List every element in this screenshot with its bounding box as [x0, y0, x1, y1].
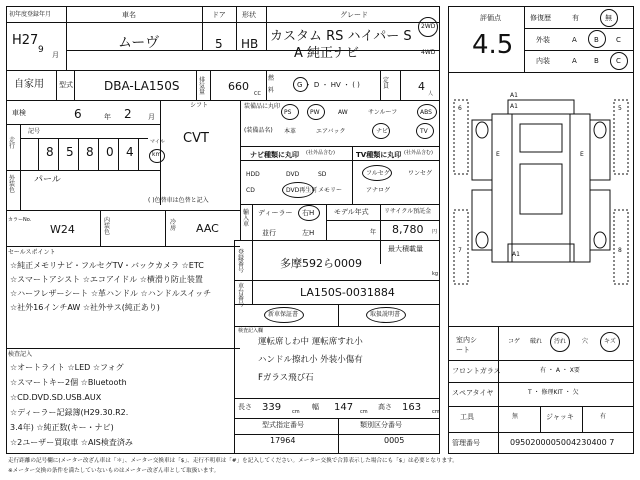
diagram-label-e-right: E: [580, 151, 584, 158]
color-no-label: カラーNo.: [8, 217, 32, 223]
interior-sheet-label: 室内シート: [456, 336, 477, 354]
mileage-digit: 8: [46, 145, 54, 159]
navi-title-note: (社外品含む): [306, 150, 335, 156]
spare-tire-label: スペアタイヤ: [452, 389, 494, 397]
color-no: W24: [50, 223, 75, 236]
recycle-label: リサイクル預託金: [384, 208, 432, 215]
equip-label: 装備品に丸印: [244, 103, 281, 110]
sheet-option: 汚れ: [554, 338, 567, 345]
tv-title: TV種類に丸印: [356, 151, 402, 159]
sales-line: ☆社外16インチAW ☆社外サス(純正あり): [10, 303, 160, 312]
model-year-label: モデル年式: [334, 208, 369, 216]
capacity: 4: [418, 80, 425, 93]
mileage-divider: [58, 138, 59, 170]
extra-line: ☆2ユーザー買取車 ☆AIS検査済み: [10, 438, 133, 447]
extra-title: 検査記入: [8, 351, 33, 358]
import-parallel: 並行: [262, 229, 276, 237]
mgmt-number: 0950200005004230400 7: [510, 438, 615, 447]
diagram-label-a1-bottom: A1: [512, 251, 520, 258]
equip-item: TV: [420, 128, 428, 135]
interior-grade: B: [594, 57, 599, 65]
type-designation-label: 型式指定番号: [262, 421, 304, 429]
equip-item: 本革: [284, 128, 297, 135]
import-right: 右H: [302, 209, 315, 217]
inspection-month: 2: [124, 107, 132, 121]
navi-option: CD: [246, 187, 255, 194]
sales-title: セールスポイント: [8, 249, 56, 256]
grade-label: グレード: [340, 11, 368, 19]
navi-title: ナビ種類に丸印: [250, 151, 299, 159]
navi-option: メモリー: [318, 187, 343, 194]
exterior-grade: B: [594, 36, 599, 44]
side-number-5: 5: [618, 105, 622, 112]
drive-4wd: 4WD: [421, 49, 436, 56]
fuel-label-2: 料: [268, 87, 275, 94]
front-glass-label: フロントガラス: [452, 367, 501, 375]
inspection-month-unit: 月: [148, 113, 155, 121]
import-label: 輸入車: [243, 209, 250, 228]
mileage-divider: [38, 138, 39, 170]
door-label: ドア: [212, 11, 226, 19]
tools-label: 工具: [460, 413, 474, 421]
mgmt-label: 管理番号: [452, 439, 480, 447]
equip-sub: (装備品名): [244, 127, 273, 134]
mileage-mark-label: 記号: [28, 128, 41, 135]
displacement-label: 排気量: [199, 77, 206, 96]
equip-item: AW: [338, 109, 348, 116]
jack-label: ジャッキ: [546, 413, 574, 421]
equip-item: ABS: [420, 109, 432, 116]
shape-label: 形状: [242, 11, 256, 19]
sheet-option: 破れ: [530, 338, 543, 345]
mileage-divider: [78, 138, 79, 170]
length-label: 長さ: [238, 403, 252, 411]
capacity-unit: 人: [428, 91, 434, 97]
first-reg-label: 初年度登録年月: [9, 11, 52, 18]
mileage-km: km: [152, 151, 162, 158]
category: 0005: [384, 436, 405, 445]
shift-value: CVT: [183, 131, 209, 146]
side-number-6: 6: [458, 105, 462, 112]
score-label: 評価点: [480, 14, 501, 22]
chassis-number: LA150S-0031884: [300, 286, 395, 299]
registration-number: 多摩592ら0009: [280, 257, 362, 270]
mileage-divider: [98, 138, 99, 170]
extra-line: ☆CD.DVD.SD.USB.AUX: [10, 393, 102, 402]
exterior-grade: A: [572, 36, 577, 44]
recycle-unit: 円: [432, 229, 438, 235]
tv-title-note: (社外品含む): [404, 150, 433, 156]
extra-line: ☆ディーラー記録簿(H29.30.R2.: [10, 408, 129, 417]
footer-line1: 走行距離の記号欄に(メーター改ざん車は「＊」、メーター交換車は「$」、走行不明車は「#」を記入してください。メーター交換で合算表示した場合にも「$」は必要となります。: [8, 458, 458, 464]
name-label: 車名: [122, 11, 136, 19]
grade-line1: カスタム RS ハイパー S: [270, 29, 412, 44]
length-unit: cm: [292, 409, 300, 415]
shift-label: シフト: [190, 102, 209, 109]
fuel-options: G ・ D ・ HV ・ ( ): [297, 81, 360, 89]
navi-option: DVD再生可: [286, 187, 318, 194]
side-number-7: 7: [458, 247, 462, 254]
inspector-line: 運転席しわ中 運転席すれ小: [258, 337, 363, 347]
footer-line2: ※メーター交換の条件を満たしていないものはメーター改ざん車として取扱います。: [8, 468, 220, 474]
mileage-label: 走行: [9, 137, 16, 150]
recycle-value: 8,780: [392, 223, 424, 236]
exterior-grade: C: [616, 36, 621, 44]
extra-line: ☆オートライト ☆LED ☆フォグ: [10, 363, 124, 372]
score: 4.5: [472, 30, 514, 60]
inspection-year: 6: [74, 107, 82, 121]
diagram-label-a1-top2: A1: [510, 103, 518, 110]
aircon-label: 冷房: [170, 219, 177, 232]
displacement: 660: [228, 80, 249, 93]
sheet-option: 穴: [582, 338, 589, 345]
equip-item: PS: [284, 109, 292, 116]
extra-line: 3.4年) ☆純正数(キー・ナビ): [10, 423, 114, 432]
category-label: 類別区分番号: [360, 421, 402, 429]
tv-option: アナログ: [366, 187, 391, 194]
diagram-label-e-left: E: [496, 151, 500, 158]
sales-line: ☆ハーフレザーシート ☆革ハンドル ☆ハンドルスイッチ: [10, 289, 212, 298]
tv-option: フルセグ: [366, 170, 390, 177]
navi-option: HDD: [246, 171, 260, 178]
chassis-label: 車台番号: [238, 283, 245, 308]
equip-item: ナビ: [376, 128, 389, 135]
drive-2wd: 2WD: [421, 23, 436, 30]
extra-line: ☆スマートキー2個 ☆Bluetooth: [10, 378, 127, 387]
body-shape: HB: [241, 37, 259, 51]
sheet-option: キズ: [604, 338, 616, 345]
equip-item: PW: [310, 109, 320, 116]
import-dealer: ディーラー: [258, 209, 293, 217]
inspector-title: 検査記入欄: [238, 328, 264, 334]
type-label: 型式: [59, 81, 73, 89]
mileage-digit: 0: [106, 145, 114, 159]
model-year-unit: 年: [370, 229, 377, 236]
tools-value: 無: [512, 413, 519, 420]
width-unit: cm: [360, 409, 368, 415]
manual: 取扱説明書: [370, 311, 401, 318]
mileage-divider: [118, 138, 119, 170]
interior-grade-label: 内装: [536, 57, 550, 65]
type-designation: 17964: [270, 436, 296, 445]
import-left: 左H: [302, 229, 315, 237]
grade-line2: A 純正ナビ: [294, 46, 360, 61]
interior-grade: A: [572, 57, 577, 65]
tv-option: ワンセグ: [408, 170, 433, 177]
color-note: ( )色替車は色替と記入: [148, 197, 209, 204]
car-diagram: [452, 80, 630, 322]
inspection-label: 車検: [12, 109, 26, 117]
max-load-label: 最大積載量: [388, 245, 423, 253]
spare-tire-options: T ・ 修理KIT ・ 欠: [528, 389, 579, 396]
interior-grade: C: [616, 57, 621, 65]
mileage-digit: 5: [66, 145, 74, 159]
length: 339: [262, 402, 282, 413]
equip-item: サンルーフ: [368, 109, 398, 116]
new-car-warranty: 新車保証書: [268, 311, 299, 318]
capacity-label: 定員: [383, 77, 390, 90]
front-glass-options: 有 ・ A ・ X要: [540, 367, 580, 374]
equip-item: エアバック: [316, 128, 346, 135]
width: 147: [334, 402, 354, 413]
sales-line: ☆純正メモリナビ・フルセグTV・バックカメラ ☆ETC: [10, 261, 204, 270]
door-count: 5: [215, 37, 223, 51]
max-load-unit: kg: [432, 271, 439, 277]
diagram-label-a1-top: A1: [510, 92, 518, 99]
aircon: AAC: [196, 222, 219, 235]
repair-no: 無: [605, 14, 612, 22]
exterior-grade-label: 外装: [536, 36, 550, 44]
interior-color-label: 内装色: [104, 217, 111, 236]
mileage-divider: [138, 138, 139, 170]
reg-month-unit: 月: [52, 51, 59, 59]
reg-year: H27: [12, 33, 39, 48]
reg-month: 9: [38, 45, 44, 55]
mileage-digit: 8: [86, 145, 94, 159]
exterior-color: パール: [34, 175, 61, 185]
side-number-8: 8: [618, 247, 622, 254]
car-name: ムーヴ: [118, 35, 160, 51]
inspector-line: ハンドル擦れ小 外装小傷有: [258, 355, 363, 365]
height: 163: [402, 402, 422, 413]
exterior-color-label: 外装色: [9, 175, 16, 194]
height-label: 高さ: [378, 403, 392, 411]
registration-label: 登録番号: [238, 249, 245, 274]
cc-unit: CC: [254, 91, 261, 97]
navi-option: DVD: [286, 171, 300, 178]
jack-value: 有: [600, 413, 607, 420]
inspection-year-unit: 年: [104, 113, 111, 121]
mileage-mile: マイル: [150, 139, 165, 145]
repair-yes: 有: [572, 14, 579, 22]
sales-line: ☆スマートアシスト ☆エコアイドル ☆横滑り防止装置: [10, 275, 203, 284]
mileage-digit: 4: [126, 145, 134, 159]
fuel-label: 燃: [268, 75, 275, 82]
model-type: DBA-LA150S: [104, 79, 180, 93]
inspector-line: Fガラス飛び石: [258, 373, 314, 383]
width-label: 幅: [312, 403, 319, 411]
repair-label: 修復歴: [530, 14, 551, 22]
height-unit: cm: [432, 409, 440, 415]
use-type: 自家用: [14, 79, 44, 90]
sheet-option: コゲ: [508, 338, 521, 345]
navi-option: SD: [318, 171, 327, 178]
